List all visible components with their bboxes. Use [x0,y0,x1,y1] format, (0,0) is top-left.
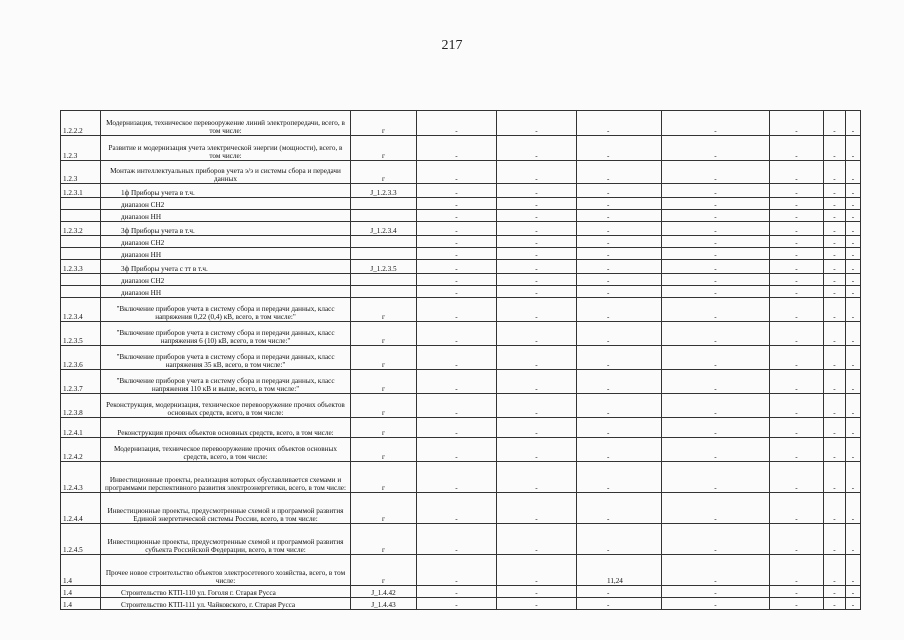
table-row [61,555,861,586]
row-value: - [497,111,577,136]
row-value: - [846,286,861,298]
table-row [61,524,861,555]
row-value: - [662,555,770,586]
row-value: - [417,462,497,493]
row-value: - [662,438,770,462]
row-value: - [417,111,497,136]
row-value: - [497,370,577,394]
row-value: - [497,236,577,248]
row-value: - [497,184,577,198]
row-value: - [497,260,577,274]
row-value: - [497,524,577,555]
row-value: - [846,198,861,210]
row-value: - [662,260,770,274]
row-value: - [417,555,497,586]
row-name: "Включение приборов учета в систему сбора и передачи данных, класс напряжения 110 кВ и выше, всего, в том числе:" [101,370,351,394]
row-code: 1.2.4.4 [61,493,101,524]
row-code [61,248,101,260]
row-value: - [417,210,497,222]
table-row [61,222,861,236]
row-value: 11,24 [577,555,662,586]
row-value: - [770,274,824,286]
row-code: 1.4 [61,598,101,610]
row-name: Модернизация, техническое перевооружение прочих объектов основных средств, всего, в том числе: [101,438,351,462]
row-value: - [770,161,824,184]
table-row [61,298,861,322]
row-name: "Включение приборов учета в систему сбора и передачи данных, класс напряжения 0,22 (0,4) кВ, всего, в том числе:" [101,298,351,322]
row-value: - [577,346,662,370]
row-value: - [497,274,577,286]
row-value: - [770,394,824,418]
row-value: - [417,438,497,462]
data-table [60,110,861,610]
row-value: - [577,298,662,322]
row-name: диапазон НН [101,248,351,260]
row-name: Реконструкция прочих объектов основных средств, всего, в том числе: [101,418,351,438]
row-value: - [824,394,846,418]
row-value: - [417,184,497,198]
row-value: - [662,370,770,394]
row-unit: г [351,322,417,346]
row-value: - [846,236,861,248]
row-value: - [824,210,846,222]
row-unit: г [351,161,417,184]
row-value: - [497,586,577,598]
row-code: 1.2.4.2 [61,438,101,462]
row-name: диапазон НН [101,286,351,298]
row-value: - [577,394,662,418]
row-value: - [824,555,846,586]
row-unit: г [351,438,417,462]
table-row [61,394,861,418]
row-code: 1.2.2.2 [61,111,101,136]
row-name: Инвестиционные проекты, предусмотренные схемой и программой развития субъекта Российской Федерации, всего, в том числе: [101,524,351,555]
row-value: - [846,346,861,370]
row-value: - [770,438,824,462]
row-value: - [497,136,577,161]
row-name: 3ф Приборы учета в т.ч. [101,222,351,236]
row-value: - [577,236,662,248]
row-value: - [662,524,770,555]
row-name: 1ф Приборы учета в т.ч. [101,184,351,198]
table-row [61,370,861,394]
row-value: - [662,111,770,136]
row-unit: г [351,136,417,161]
row-value: - [577,524,662,555]
row-value: - [770,370,824,394]
row-code: 1.2.3.5 [61,322,101,346]
row-value: - [577,161,662,184]
row-code [61,236,101,248]
row-value: - [577,136,662,161]
row-value: - [577,210,662,222]
row-value: - [846,260,861,274]
row-value: - [497,198,577,210]
row-unit [351,236,417,248]
row-value: - [846,136,861,161]
row-unit: J_1.4.42 [351,586,417,598]
row-code: 1.2.3.6 [61,346,101,370]
row-unit: г [351,493,417,524]
row-value: - [662,274,770,286]
row-value: - [770,184,824,198]
row-value: - [662,418,770,438]
row-unit: г [351,394,417,418]
row-value: - [417,346,497,370]
row-value: - [497,462,577,493]
table-row [61,586,861,598]
row-name: Инвестиционные проекты, предусмотренные схемой и программой развития Единой энергетической системы России, всего, в том числе: [101,493,351,524]
row-unit: г [351,111,417,136]
row-value: - [497,394,577,418]
row-value: - [824,260,846,274]
row-code: 1.2.3.3 [61,260,101,274]
row-value: - [846,493,861,524]
row-value: - [662,236,770,248]
row-value: - [417,286,497,298]
row-value: - [770,222,824,236]
row-value: - [417,298,497,322]
row-code: 1.2.3.4 [61,298,101,322]
row-value: - [417,222,497,236]
row-unit [351,248,417,260]
row-value: - [770,111,824,136]
row-value: - [846,161,861,184]
table-row [61,161,861,184]
row-value: - [662,222,770,236]
table-row [61,248,861,260]
row-value: - [417,236,497,248]
table-row [61,418,861,438]
row-unit: J_1.4.43 [351,598,417,610]
row-value: - [770,462,824,493]
row-value: - [770,346,824,370]
row-unit [351,198,417,210]
row-name: 3ф Приборы учета с тт в т.ч. [101,260,351,274]
row-value: - [577,418,662,438]
row-value: - [417,394,497,418]
row-value: - [417,136,497,161]
row-value: - [417,418,497,438]
row-value: - [497,322,577,346]
row-value: - [770,210,824,222]
row-value: - [770,598,824,610]
row-value: - [577,274,662,286]
table-row [61,346,861,370]
row-value: - [770,418,824,438]
table-row [61,438,861,462]
row-value: - [824,198,846,210]
row-name: Реконструкция, модернизация, техническое перевооружение прочих объектов основных средств, всего, в том числе: [101,394,351,418]
row-name: диапазон СН2 [101,274,351,286]
row-code: 1.2.3 [61,136,101,161]
row-unit: J_1.2.3.5 [351,260,417,274]
table-row [61,598,861,610]
row-code [61,274,101,286]
row-value: - [577,598,662,610]
row-value: - [824,111,846,136]
row-code: 1.2.3 [61,161,101,184]
row-value: - [824,438,846,462]
row-value: - [824,248,846,260]
row-value: - [662,493,770,524]
row-value: - [662,322,770,346]
row-unit: г [351,418,417,438]
table-row [61,198,861,210]
row-value: - [497,298,577,322]
row-value: - [577,248,662,260]
row-value: - [662,586,770,598]
row-value: - [824,493,846,524]
row-value: - [846,111,861,136]
row-value: - [846,555,861,586]
row-value: - [846,438,861,462]
row-value: - [497,210,577,222]
row-value: - [417,322,497,346]
row-value: - [824,236,846,248]
row-value: - [846,370,861,394]
row-value: - [417,260,497,274]
row-value: - [846,418,861,438]
row-value: - [417,198,497,210]
row-value: - [662,248,770,260]
row-value: - [497,346,577,370]
row-value: - [824,161,846,184]
row-value: - [770,286,824,298]
row-code [61,286,101,298]
row-code: 1.2.4.1 [61,418,101,438]
row-unit [351,274,417,286]
table-row [61,210,861,222]
row-value: - [662,298,770,322]
row-value: - [497,418,577,438]
table-row [61,493,861,524]
row-name: Модернизация, техническое перевооружение линий электропередачи, всего, в том числе: [101,111,351,136]
row-value: - [662,346,770,370]
row-value: - [577,493,662,524]
table-row [61,236,861,248]
row-value: - [846,298,861,322]
row-value: - [497,222,577,236]
row-value: - [497,493,577,524]
row-value: - [770,236,824,248]
row-value: - [577,286,662,298]
row-value: - [577,586,662,598]
row-value: - [662,184,770,198]
row-value: - [846,524,861,555]
row-value: - [662,598,770,610]
row-unit: г [351,346,417,370]
row-code: 1.2.3.2 [61,222,101,236]
row-value: - [417,370,497,394]
row-value: - [846,274,861,286]
row-value: - [417,274,497,286]
row-value: - [662,394,770,418]
row-value: - [662,210,770,222]
row-unit [351,286,417,298]
row-value: - [846,462,861,493]
row-value: - [770,136,824,161]
table-row [61,462,861,493]
row-value: - [497,286,577,298]
row-value: - [497,555,577,586]
row-value: - [824,524,846,555]
table-row [61,274,861,286]
row-value: - [577,184,662,198]
row-value: - [846,586,861,598]
row-value: - [846,184,861,198]
row-value: - [770,555,824,586]
row-value: - [662,198,770,210]
row-value: - [824,322,846,346]
row-value: - [846,322,861,346]
row-code [61,210,101,222]
row-name: Строительство КТП-111 ул. Чайковского, г. Старая Русса [101,598,351,610]
row-value: - [770,493,824,524]
row-code: 1.2.3.1 [61,184,101,198]
row-value: - [846,210,861,222]
row-value: - [846,222,861,236]
row-value: - [417,248,497,260]
row-value: - [824,462,846,493]
row-value: - [824,370,846,394]
row-value: - [577,111,662,136]
row-value: - [577,222,662,236]
row-unit: г [351,555,417,586]
table-row [61,322,861,346]
row-unit: г [351,298,417,322]
row-value: - [824,586,846,598]
row-value: - [577,462,662,493]
row-name: "Включение приборов учета в систему сбора и передачи данных, класс напряжения 6 (10) кВ, всего, в том числе:" [101,322,351,346]
row-value: - [662,286,770,298]
row-name: Прочее новое строительство объектов электросетевого хозяйства, всего, в том числе: [101,555,351,586]
row-value: - [577,370,662,394]
row-code: 1.2.3.7 [61,370,101,394]
row-value: - [846,394,861,418]
row-value: - [497,598,577,610]
row-value: - [824,184,846,198]
row-value: - [577,438,662,462]
row-value: - [824,298,846,322]
row-value: - [577,198,662,210]
row-code [61,198,101,210]
row-value: - [577,322,662,346]
row-value: - [497,438,577,462]
table-row [61,286,861,298]
page-number: 217 [441,38,463,53]
row-code: 1.2.3.8 [61,394,101,418]
row-value: - [770,524,824,555]
row-name: "Включение приборов учета в систему сбора и передачи данных, класс напряжения 35 кВ, всего, в том числе:" [101,346,351,370]
row-value: - [417,586,497,598]
row-value: - [417,598,497,610]
row-name: диапазон НН [101,210,351,222]
row-value: - [662,161,770,184]
table-row [61,184,861,198]
row-unit: J_1.2.3.4 [351,222,417,236]
row-value: - [770,198,824,210]
row-value: - [662,462,770,493]
row-name: Строительство КТП-110 ул. Гоголя г. Старая Русса [101,586,351,598]
row-unit [351,210,417,222]
row-code: 1.2.4.3 [61,462,101,493]
row-unit: г [351,524,417,555]
row-value: - [824,136,846,161]
row-value: - [824,418,846,438]
row-value: - [497,161,577,184]
row-value: - [846,248,861,260]
row-value: - [417,161,497,184]
row-code: 1.4 [61,555,101,586]
row-value: - [824,598,846,610]
row-value: - [577,260,662,274]
table-row [61,136,861,161]
row-name: Монтаж интеллектуальных приборов учета э/э и системы сбора и передачи данных [101,161,351,184]
row-value: - [824,274,846,286]
row-name: диапазон СН2 [101,236,351,248]
table-row [61,111,861,136]
row-value: - [770,298,824,322]
row-value: - [770,260,824,274]
row-code: 1.4 [61,586,101,598]
row-value: - [824,286,846,298]
table-row [61,260,861,274]
row-value: - [417,524,497,555]
row-value: - [417,493,497,524]
row-unit: г [351,462,417,493]
row-name: диапазон СН2 [101,198,351,210]
row-unit: J_1.2.3.3 [351,184,417,198]
row-value: - [824,222,846,236]
row-value: - [824,346,846,370]
row-value: - [497,248,577,260]
row-value: - [846,598,861,610]
row-code: 1.2.4.5 [61,524,101,555]
row-name: Развитие и модернизация учета электрической энергии (мощности), всего, в том числе: [101,136,351,161]
row-value: - [770,248,824,260]
row-value: - [770,586,824,598]
row-value: - [770,322,824,346]
row-unit: г [351,370,417,394]
row-name: Инвестиционные проекты, реализация которых обуславливается схемами и программами перспективного развития электроэнергетики, всего, в том числе: [101,462,351,493]
row-value: - [662,136,770,161]
